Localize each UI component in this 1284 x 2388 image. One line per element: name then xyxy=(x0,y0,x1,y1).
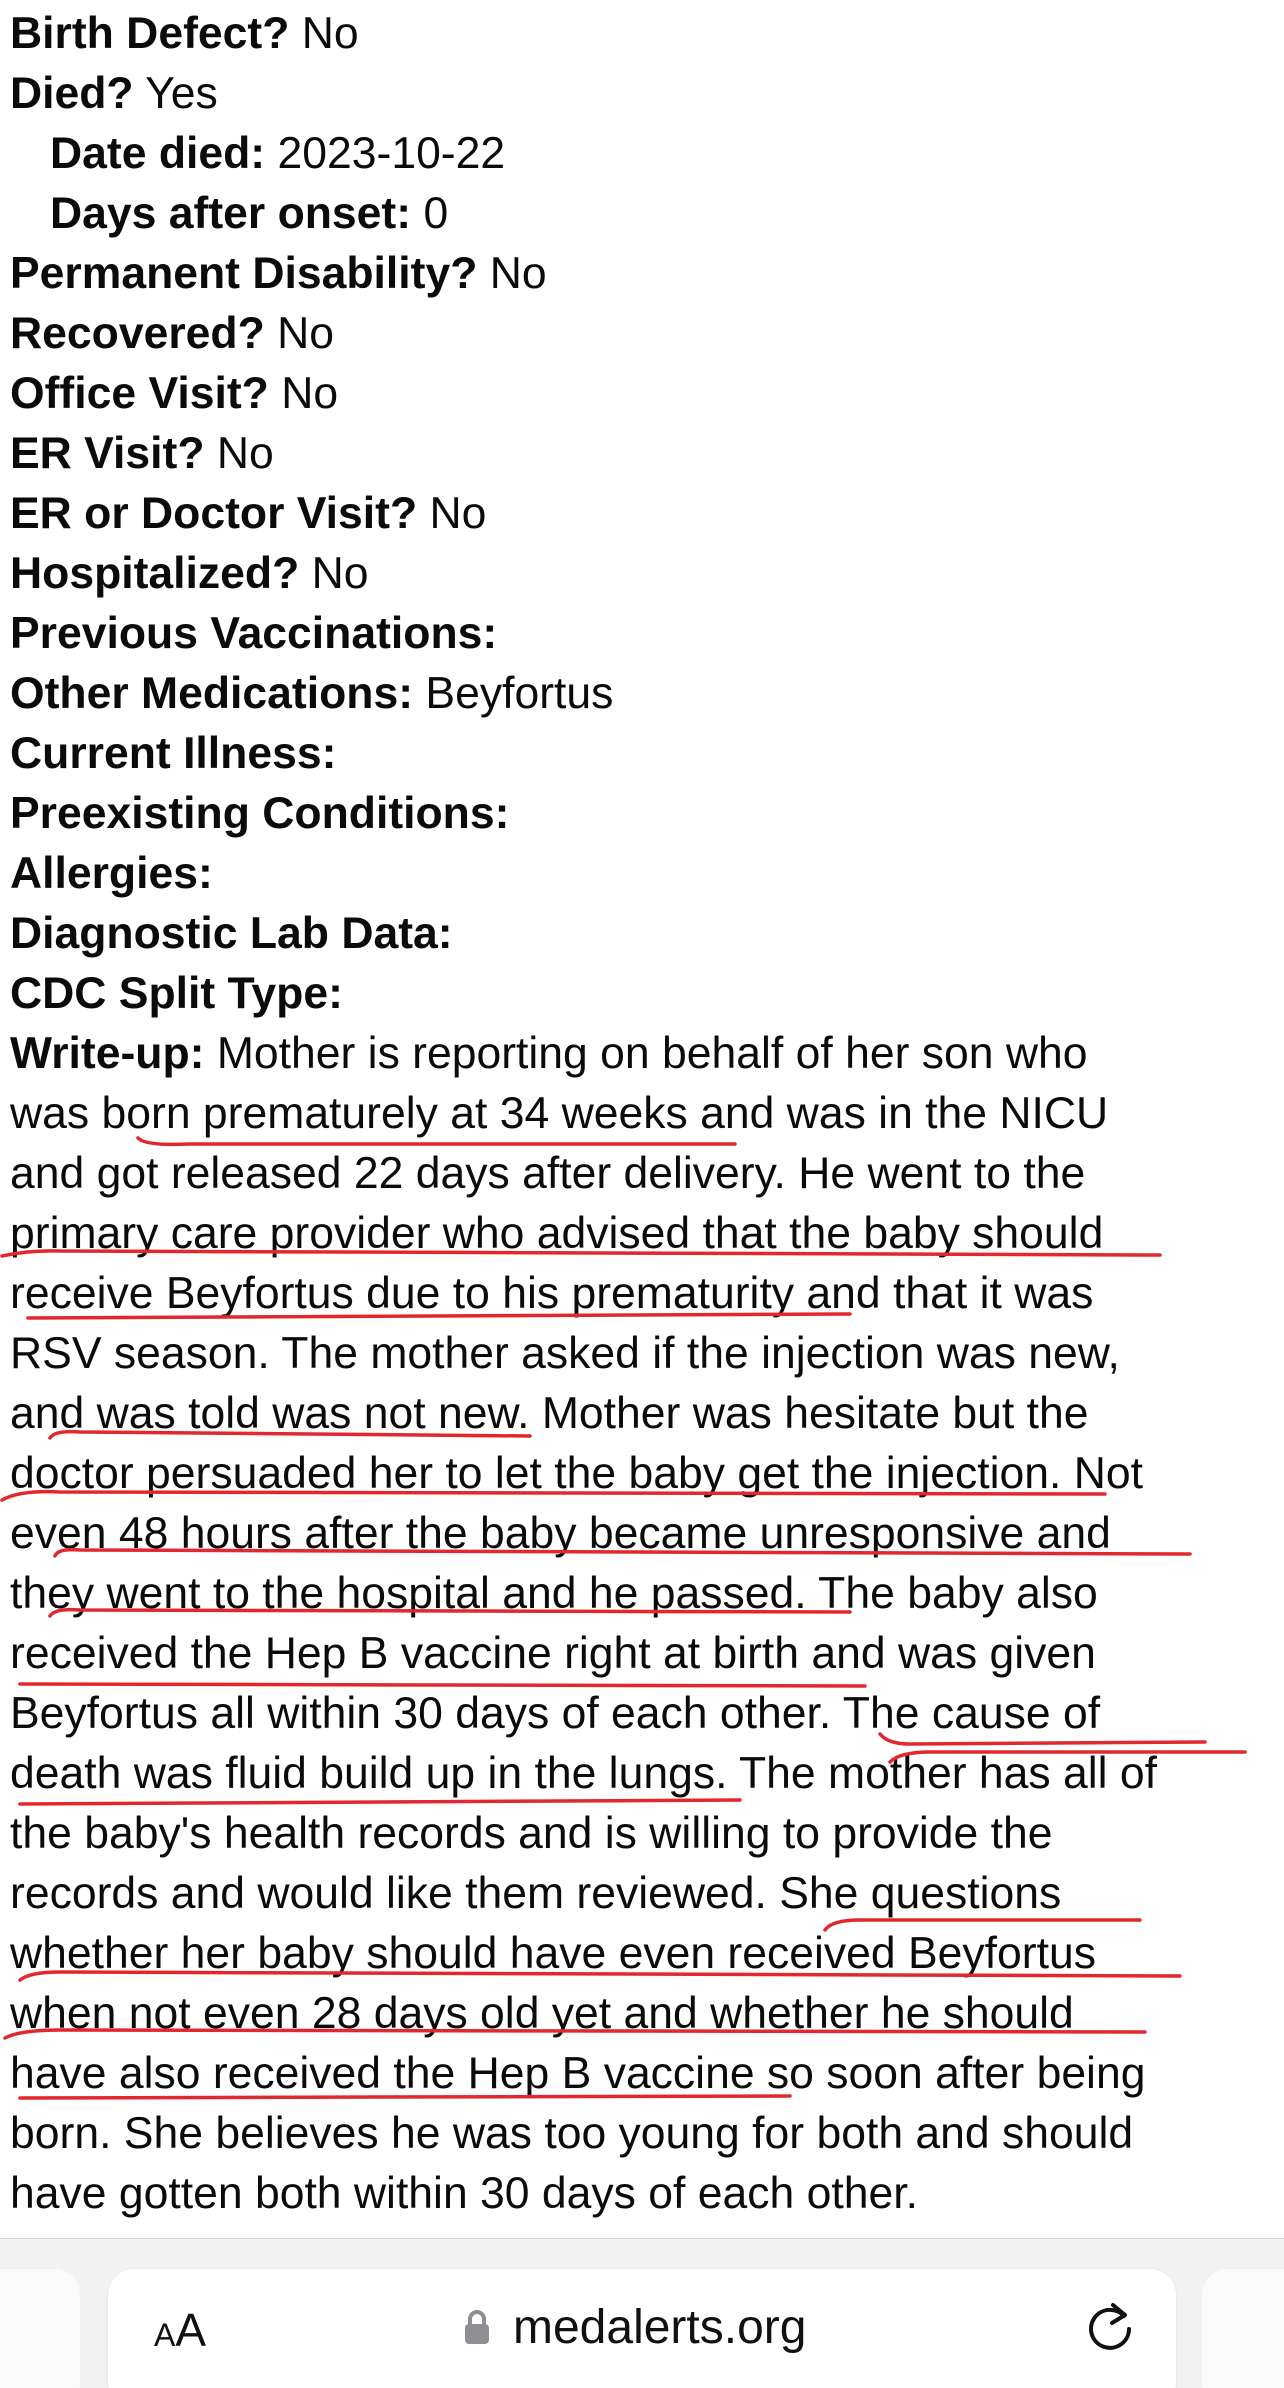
field-previous-vaccinations xyxy=(10,604,1270,664)
writeup-line: primary care provider who advised that the baby should xyxy=(10,1209,1104,1258)
report-fields xyxy=(10,4,1270,1024)
field-label: CDC Split Type: xyxy=(10,969,343,1018)
field-birth-defect xyxy=(10,4,1270,64)
field-date-died xyxy=(10,124,1270,184)
field-preexisting-conditions xyxy=(10,784,1270,844)
field-er-or-doctor-visit xyxy=(10,484,1270,544)
page-settings-button[interactable]: AA xyxy=(154,2304,207,2356)
browser-toolbar xyxy=(0,2238,1284,2388)
writeup-line: Beyfortus all within 30 days of each other. The cause of xyxy=(10,1689,1101,1738)
field-label: Previous Vaccinations: xyxy=(10,609,498,658)
writeup-line: have gotten both within 30 days of each other. xyxy=(10,2169,918,2218)
writeup-line: they went to the hospital and he passed. The baby also xyxy=(10,1569,1098,1618)
field-label: Date died: xyxy=(50,129,266,178)
url-text: medalerts.org xyxy=(513,2300,807,2354)
field-label: ER Visit? xyxy=(10,429,205,478)
field-value: No xyxy=(216,429,274,478)
writeup-line: RSV season. The mother asked if the injection was new, xyxy=(10,1329,1120,1378)
writeup-line: whether her baby should have even received Beyfortus xyxy=(10,1929,1096,1978)
writeup-label: Write-up: xyxy=(10,1029,205,1078)
writeup-line: death was fluid build up in the lungs. The mother has all of xyxy=(10,1749,1158,1798)
field-label: Other Medications: xyxy=(10,669,414,718)
writeup-text: Mother is reporting on behalf of her son who xyxy=(204,1029,1088,1078)
field-label: Permanent Disability? xyxy=(10,249,478,298)
field-label: Current Illness: xyxy=(10,729,337,778)
field-cdc-split-type xyxy=(10,964,1270,1024)
field-er-visit xyxy=(10,424,1270,484)
field-label: Office Visit? xyxy=(10,369,269,418)
field-value: No xyxy=(277,309,335,358)
field-value: 2023-10-22 xyxy=(277,129,506,178)
writeup-line: records and would like them reviewed. She questions xyxy=(10,1869,1062,1918)
field-office-visit xyxy=(10,364,1270,424)
field-label: ER or Doctor Visit? xyxy=(10,489,418,538)
field-other-medications xyxy=(10,664,1270,724)
writeup-line: was born prematurely at 34 weeks and was in the NICU xyxy=(10,1089,1109,1138)
field-value: Yes xyxy=(145,69,218,118)
writeup-line: and got released 22 days after delivery. He went to the xyxy=(10,1149,1086,1198)
field-label: Allergies: xyxy=(10,849,213,898)
field-recovered xyxy=(10,304,1270,364)
field-hospitalized xyxy=(10,544,1270,604)
field-label: Birth Defect? xyxy=(10,9,290,58)
writeup-line: receive Beyfortus due to his prematurity and that it was xyxy=(10,1269,1094,1318)
writeup-line: when not even 28 days old yet and whether he should xyxy=(10,1989,1074,2038)
writeup-line: born. She believes he was too young for both and should xyxy=(10,2109,1134,2158)
writeup-line xyxy=(10,1024,1270,1084)
field-died xyxy=(10,64,1270,124)
report-content xyxy=(10,0,1270,2224)
writeup-section xyxy=(10,1024,1270,2224)
field-permanent-disability xyxy=(10,244,1270,304)
field-value: No xyxy=(489,249,547,298)
field-allergies xyxy=(10,844,1270,904)
field-label: Days after onset: xyxy=(50,189,412,238)
previous-tab-preview[interactable] xyxy=(0,2269,80,2388)
next-tab-preview[interactable] xyxy=(1202,2269,1284,2388)
field-value: No xyxy=(281,369,339,418)
field-value: No xyxy=(429,489,487,538)
reload-icon[interactable] xyxy=(1083,2299,1139,2355)
field-value: No xyxy=(301,9,359,58)
field-label: Recovered? xyxy=(10,309,265,358)
field-value: Beyfortus xyxy=(425,669,614,718)
field-value: 0 xyxy=(423,189,449,238)
address-bar[interactable] xyxy=(108,2269,1176,2388)
field-label: Hospitalized? xyxy=(10,549,300,598)
field-label: Preexisting Conditions: xyxy=(10,789,510,838)
writeup-line: doctor persuaded her to let the baby get the injection. Not xyxy=(10,1449,1144,1498)
writeup-line: and was told was not new. Mother was hesitate but the xyxy=(10,1389,1089,1438)
field-label: Died? xyxy=(10,69,134,118)
lock-icon xyxy=(463,2309,491,2345)
field-label: Diagnostic Lab Data: xyxy=(10,909,453,958)
writeup-line: even 48 hours after the baby became unresponsive and xyxy=(10,1509,1111,1558)
field-days-after-onset xyxy=(10,184,1270,244)
url-display[interactable] xyxy=(463,2297,806,2357)
field-diagnostic-lab-data xyxy=(10,904,1270,964)
writeup-line: received the Hep B vaccine right at birth and was given xyxy=(10,1629,1096,1678)
writeup-line: have also received the Hep B vaccine so soon after being xyxy=(10,2049,1146,2098)
writeup-line: the baby's health records and is willing to provide the xyxy=(10,1809,1053,1858)
field-current-illness xyxy=(10,724,1270,784)
field-value: No xyxy=(311,549,369,598)
